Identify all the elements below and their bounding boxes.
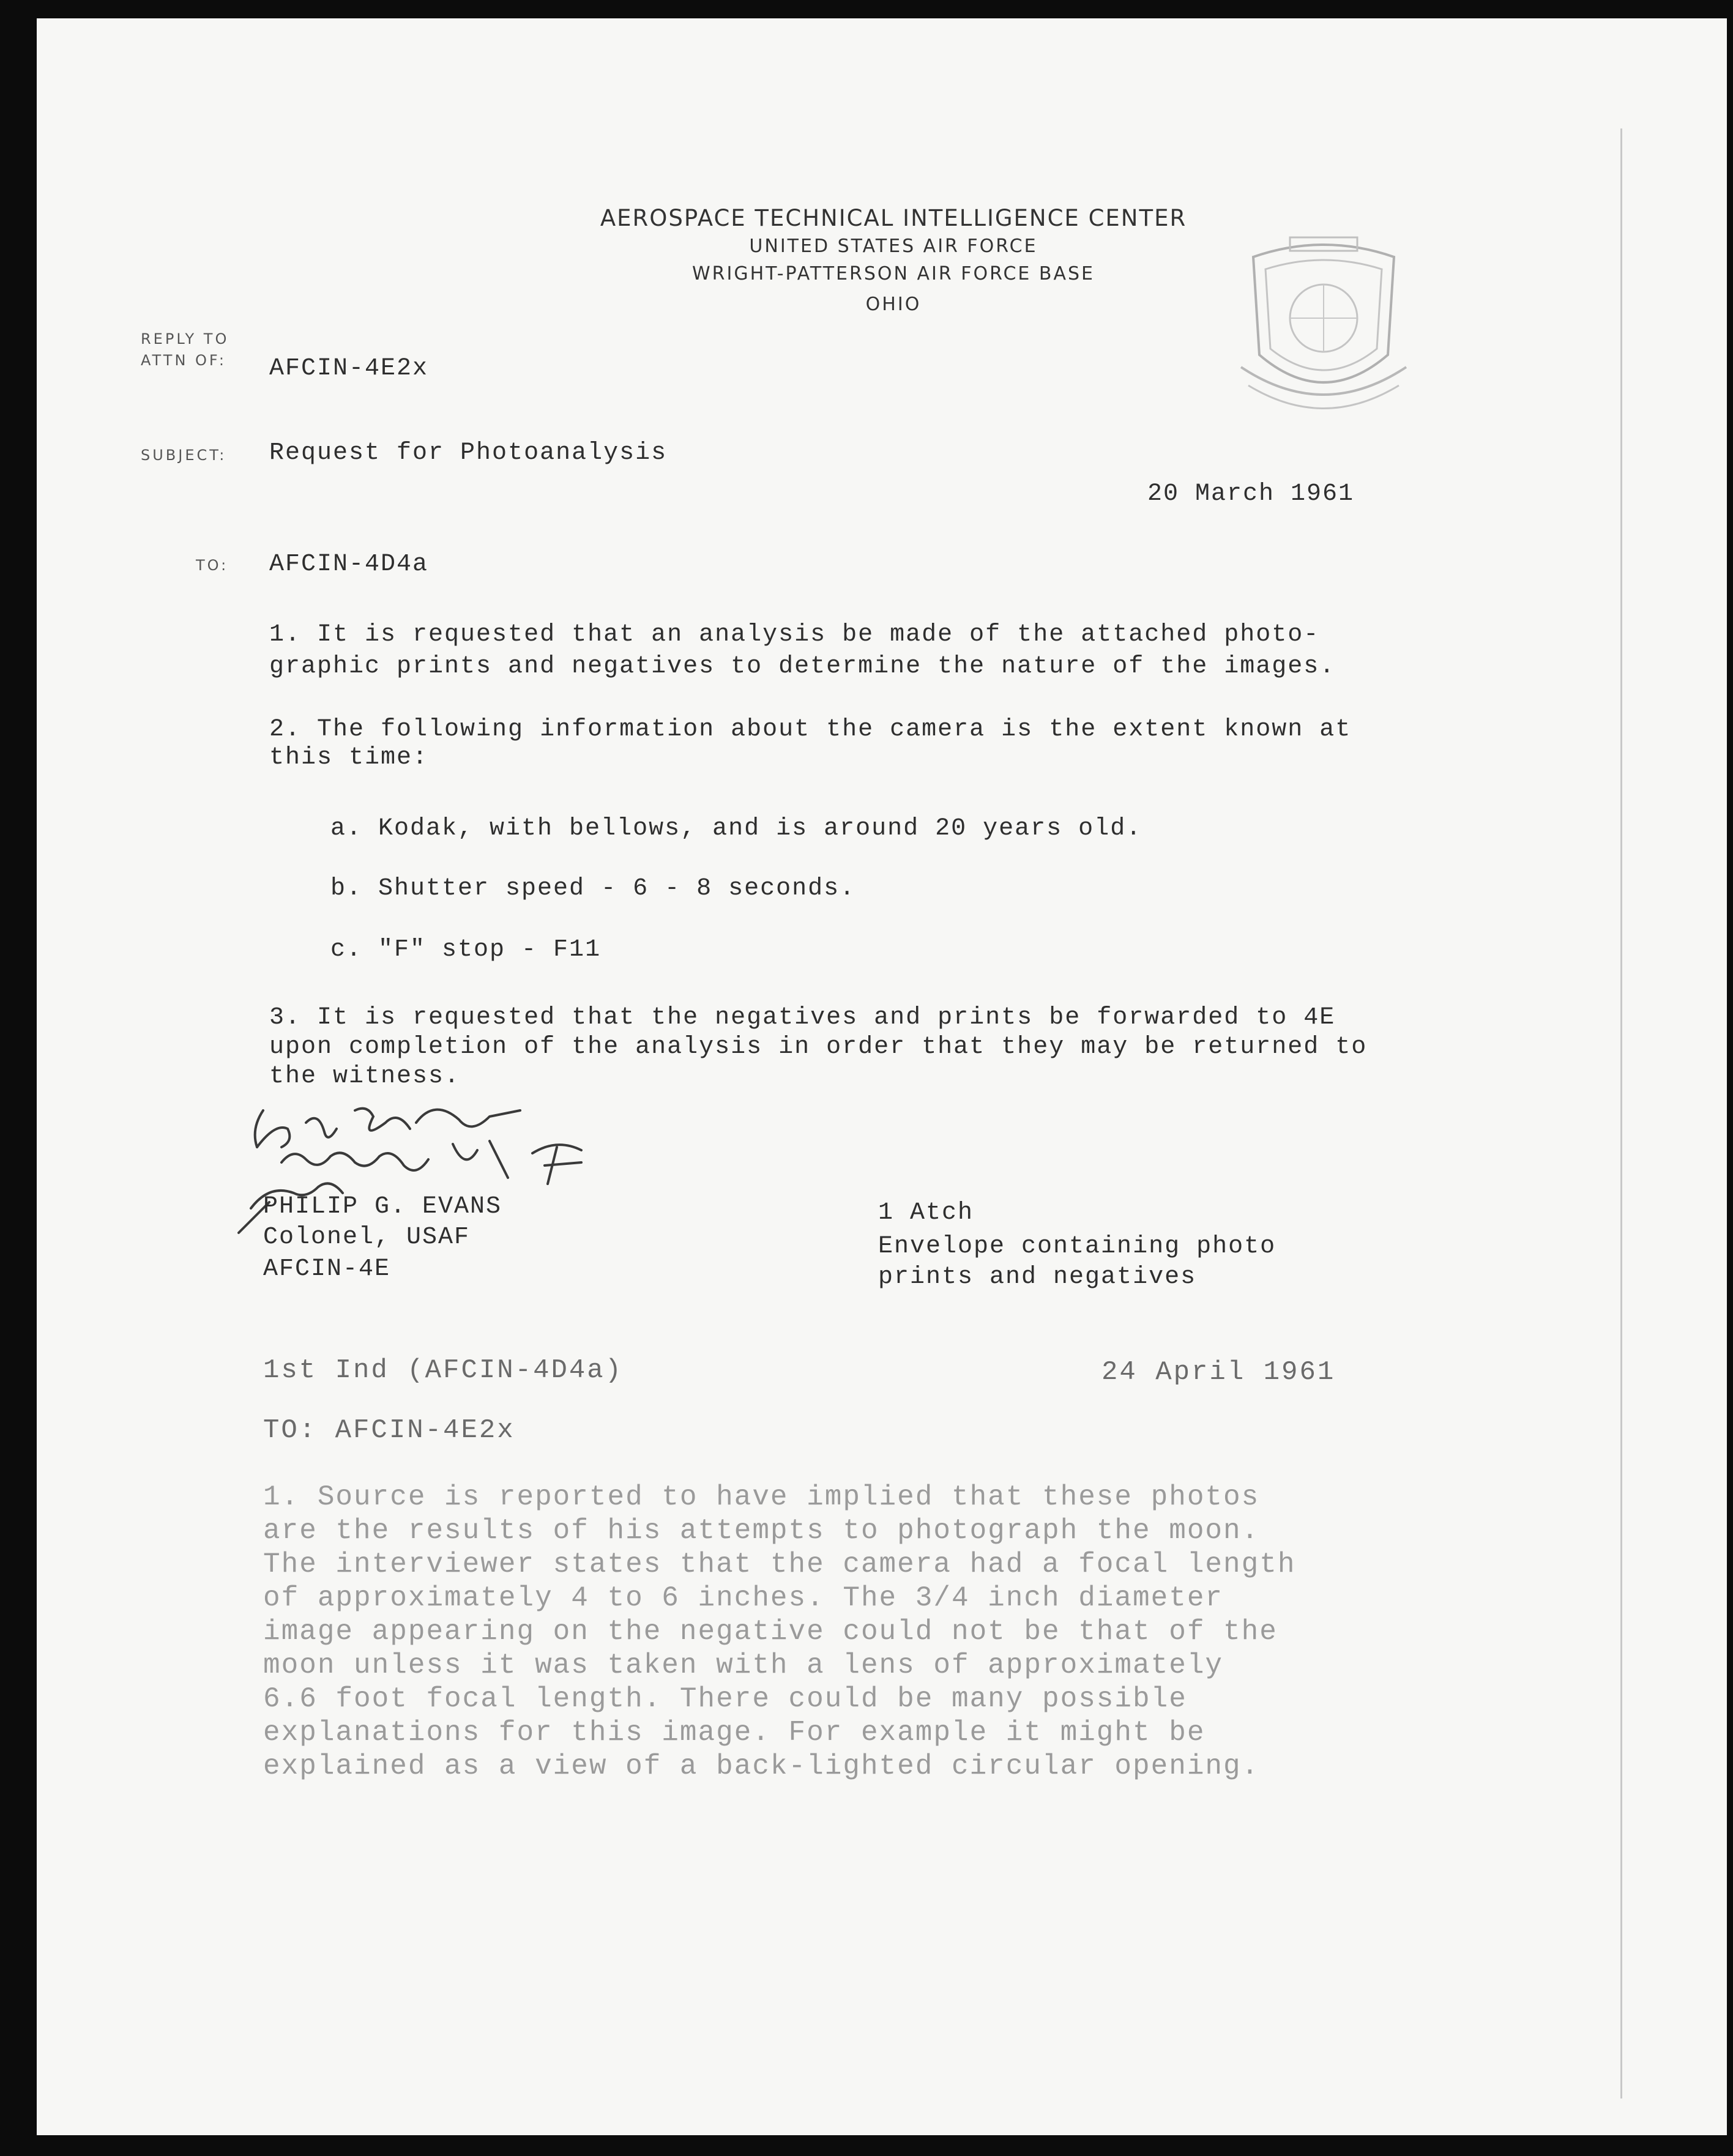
- attachment-description-1: Envelope containing photo: [878, 1233, 1276, 1260]
- memo-date: 20 March 1961: [1147, 480, 1355, 508]
- attachment-description-2: prints and negatives: [878, 1263, 1197, 1291]
- indorsement-paragraph-1: 1. Source is reported to have implied that these photos are the results of his attempts to photograph the moon. The interviewer states that the camera had a focal length of approximately 4 to 6 inches. The 3/4 inch diameter image appearing on the negative could not be that of the moon unless it was taken with a lens of approximately 6.6 foot focal length. There could be many possible explanations for this image. For example it might be explained as a view of a back-lighted circular opening.: [263, 1481, 1296, 1782]
- signer-office: AFCIN-4E: [263, 1255, 391, 1283]
- letterhead-state: OHIO: [865, 294, 922, 315]
- document-page: [37, 18, 1727, 2135]
- letterhead-branch: UNITED STATES AIR FORCE: [749, 236, 1038, 257]
- memo-item-a: a. Kodak, with bellows, and is around 20 years old.: [330, 815, 1142, 842]
- memo-paragraph-1: 1. It is requested that an analysis be made of the attached photo- graphic prints and negatives to determine the nature of the images.: [269, 621, 1336, 680]
- page-edge-right: [1620, 128, 1622, 2098]
- letterhead-base: WRIGHT-PATTERSON AIR FORCE BASE: [692, 263, 1095, 284]
- memo-paragraph-2: 2. The following information about the camera is the extent known at this time:: [269, 716, 1352, 771]
- indorsement-date: 24 April 1961: [1101, 1357, 1336, 1388]
- subject-label: SUBJECT:: [141, 447, 227, 464]
- indorsement-heading: 1st Ind (AFCIN-4D4a): [263, 1355, 624, 1386]
- attachment-count: 1 Atch: [878, 1199, 974, 1227]
- letterhead-org: AEROSPACE TECHNICAL INTELLIGENCE CENTER: [600, 205, 1187, 231]
- reply-to-value: AFCIN-4E2x: [269, 355, 429, 382]
- reply-to-label: REPLY TO: [141, 330, 229, 348]
- memo-item-b: b. Shutter speed - 6 - 8 seconds.: [330, 875, 856, 902]
- handwritten-signature: [214, 1086, 679, 1245]
- subject-value: Request for Photoanalysis: [269, 439, 668, 467]
- signer-rank: Colonel, USAF: [263, 1224, 471, 1251]
- signer-name: PHILIP G. EVANS: [263, 1193, 502, 1221]
- to-value: AFCIN-4D4a: [269, 551, 429, 578]
- attn-of-label: ATTN OF:: [141, 352, 226, 369]
- memo-item-c: c. "F" stop - F11: [330, 936, 602, 964]
- memo-paragraph-3: 3. It is requested that the negatives and prints be forwarded to 4E upon completion of the analysis in order that they may be returned to the witness.: [269, 1004, 1368, 1090]
- air-force-intelligence-seal: [1235, 226, 1412, 428]
- indorsement-to: TO: AFCIN-4E2x: [263, 1415, 515, 1446]
- to-label: TO:: [196, 557, 229, 574]
